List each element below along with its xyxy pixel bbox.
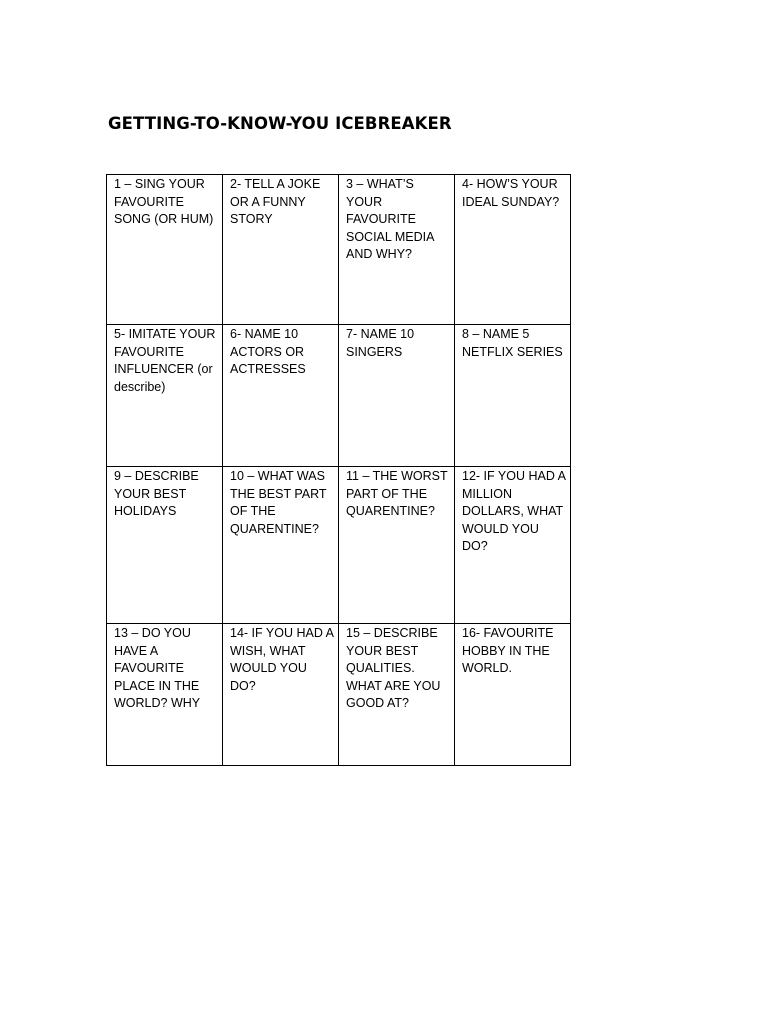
cell-text: 11 – THE WORST PART OF THE QUARENTINE? [346, 469, 448, 518]
cell-text: 1 – SING YOUR FAVOURITE SONG (OR HUM) [114, 177, 214, 226]
cell-text: 13 – DO YOU HAVE A FAVOURITE PLACE IN THE WORLD? WHY [114, 626, 201, 710]
table-cell [223, 175, 339, 325]
table-row [107, 624, 571, 766]
table-cell [223, 467, 339, 624]
table-row [107, 325, 571, 467]
cell-text: 12- IF YOU HAD A MILLION DOLLARS, WHAT WOULD YOU DO? [462, 469, 566, 553]
cell-text: 7- NAME 10 SINGERS [346, 327, 415, 359]
table-cell [107, 175, 223, 325]
cell-text: 8 – NAME 5 NETFLIX SERIES [462, 327, 563, 359]
cell-text: 2- TELL A JOKE OR A FUNNY STORY [230, 177, 321, 226]
table-cell [455, 624, 571, 766]
cell-text: 6- NAME 10 ACTORS OR ACTRESSES [230, 327, 306, 376]
cell-text: 14- IF YOU HAD A WISH, WHAT WOULD YOU DO? [230, 626, 334, 693]
table-cell [107, 467, 223, 624]
table-cell [339, 467, 455, 624]
table-cell [107, 325, 223, 467]
cell-text: 10 – WHAT WAS THE BEST PART OF THE QUARENTINE? [230, 469, 327, 536]
table-cell [223, 325, 339, 467]
table-cell [339, 325, 455, 467]
table-cell [339, 624, 455, 766]
table-cell [455, 325, 571, 467]
cell-text: 9 – DESCRIBE YOUR BEST HOLIDAYS [114, 469, 199, 518]
table-cell [455, 467, 571, 624]
cell-text: 4- HOW’S YOUR IDEAL SUNDAY? [462, 177, 560, 209]
table-row [107, 175, 571, 325]
cell-text: 16- FAVOURITE HOBBY IN THE WORLD. [462, 626, 554, 675]
icebreaker-table [106, 174, 571, 766]
table-cell [107, 624, 223, 766]
page-title: GETTING-TO-KNOW-YOU ICEBREAKER [108, 114, 452, 133]
cell-text: 3 – WHAT’S YOUR FAVOURITE SOCIAL MEDIA AND WHY? [346, 177, 434, 261]
table-row [107, 467, 571, 624]
cell-text: 5- IMITATE YOUR FAVOURITE INFLUENCER (or describe) [114, 327, 216, 394]
cell-text: 15 – DESCRIBE YOUR BEST QUALITIES. WHAT ARE YOU GOOD AT? [346, 626, 441, 710]
table-cell [339, 175, 455, 325]
table-cell [223, 624, 339, 766]
table-cell [455, 175, 571, 325]
